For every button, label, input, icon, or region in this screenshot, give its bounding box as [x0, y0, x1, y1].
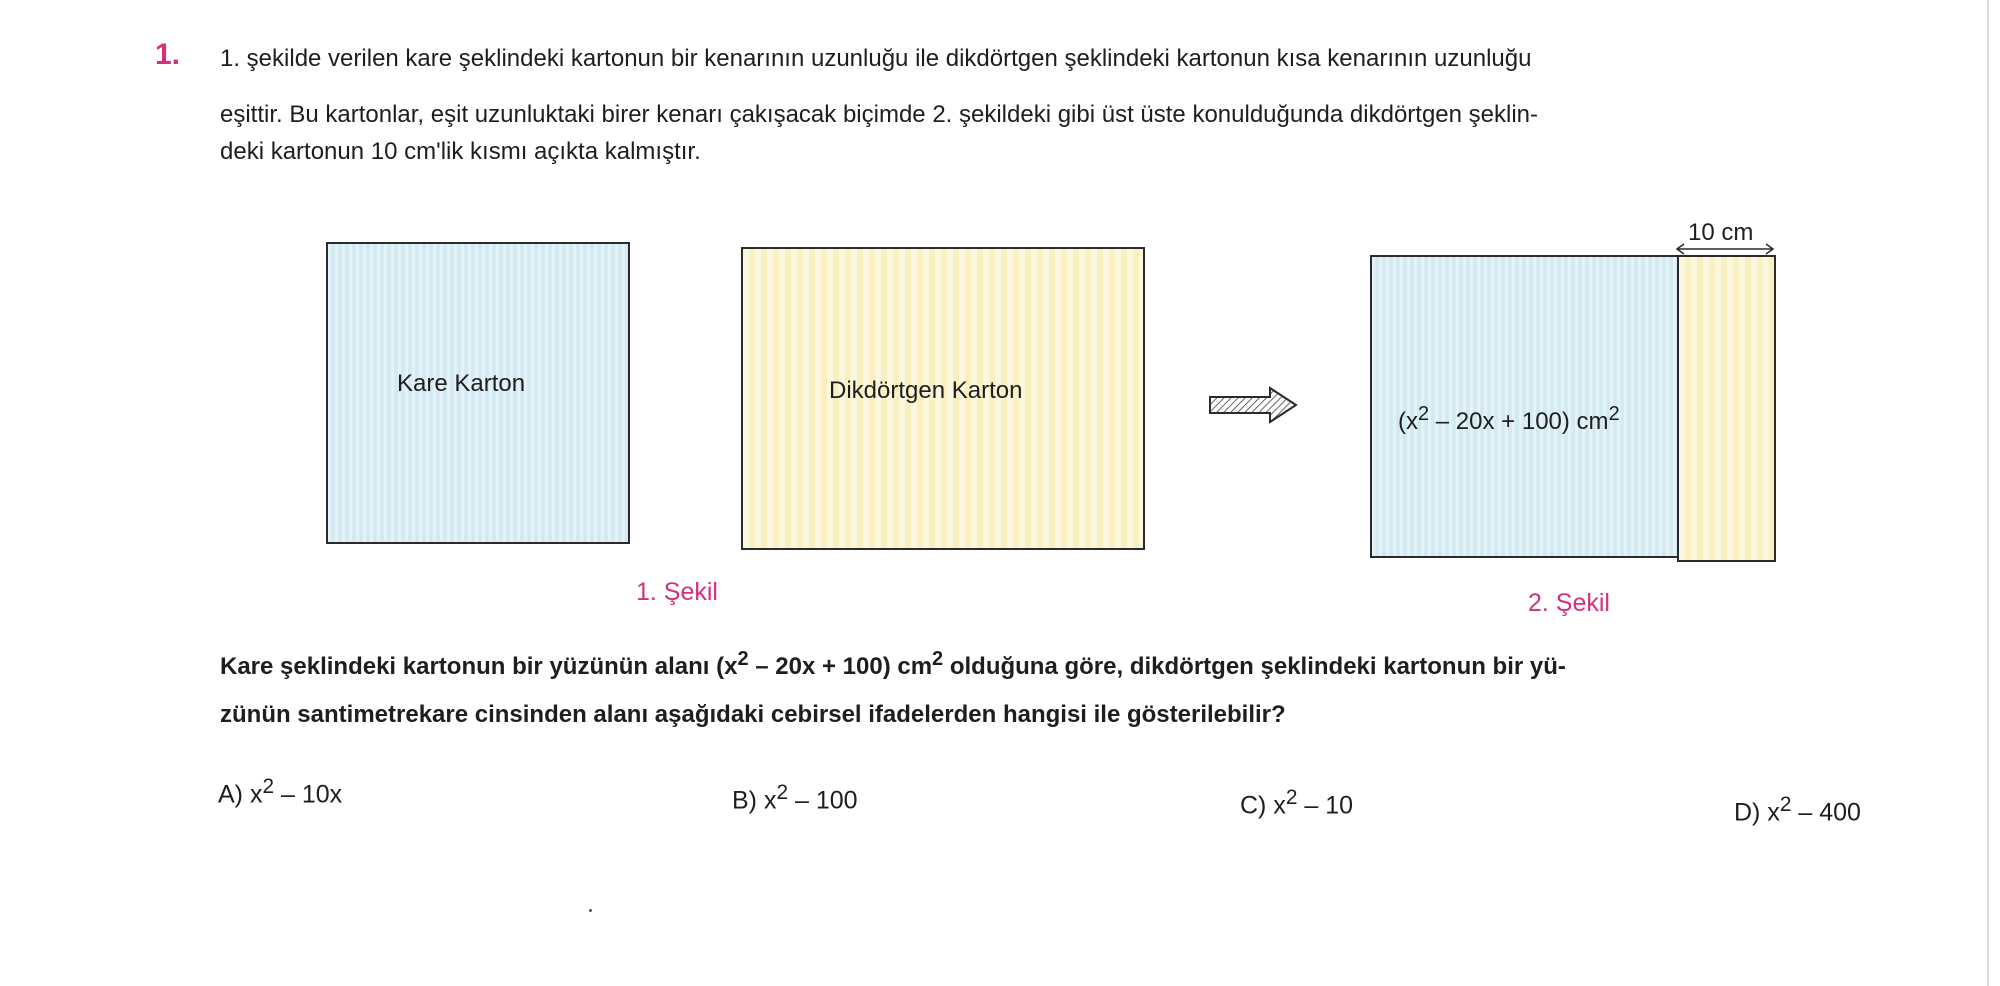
- option-letter: A): [218, 780, 243, 809]
- question-intro-line-2: eşittir. Bu kartonlar, eşit uzunluktaki birer kenarı çakışacak biçimde 2. şekildeki gibi üst üste konulduğunda dikdörtgen şeklin-: [220, 101, 1539, 128]
- option-exponent: 2: [262, 775, 275, 798]
- option-base: x: [1273, 791, 1286, 820]
- area-unit-exponent: 2: [1608, 403, 1620, 425]
- option-c[interactable]: [1240, 786, 1353, 820]
- prompt-part-3: olduğuna göre, dikdörtgen şeklindeki kartonun bir yü-: [943, 653, 1566, 680]
- double-arrow-icon: [1673, 242, 1777, 256]
- option-rest: – 10: [1297, 791, 1354, 820]
- question-intro-line-3: deki kartonun 10 cm'lik kısmı açıkta kalmıştır.: [220, 138, 701, 165]
- prompt-part-1: Kare şeklindeki kartonun bir yüzünün alanı (x: [220, 653, 738, 680]
- rectangle-card-label: Dikdörtgen Karton: [829, 377, 1023, 404]
- area-text-pre: (x: [1398, 408, 1418, 435]
- option-base: x: [249, 780, 263, 809]
- area-exponent: 2: [1418, 403, 1430, 425]
- option-letter: B): [732, 786, 757, 815]
- option-base: x: [1767, 798, 1780, 827]
- question-prompt-line-1: [220, 648, 1566, 681]
- option-b[interactable]: [732, 781, 858, 815]
- figure-2-caption: 2. Şekil: [1528, 589, 1610, 617]
- figure-1-caption: 1. Şekil: [636, 578, 718, 606]
- right-arrow-icon: [1208, 385, 1298, 425]
- option-exponent: 2: [776, 781, 789, 804]
- option-letter: C): [1240, 791, 1267, 820]
- area-text-mid: – 20x + 100) cm: [1429, 408, 1609, 435]
- option-d[interactable]: [1734, 793, 1861, 827]
- option-rest: – 100: [788, 786, 858, 815]
- option-base: x: [763, 786, 777, 815]
- prompt-part-2: – 20x + 100) cm: [748, 653, 933, 680]
- composite-exposed-strip: [1677, 255, 1776, 562]
- option-a[interactable]: [218, 775, 342, 809]
- option-rest: – 400: [1791, 798, 1861, 827]
- square-area-label: [1398, 403, 1620, 436]
- question-prompt-line-2: zünün santimetrekare cinsinden alanı aşağıdaki cebirsel ifadelerden hangisi ile gösterilebilir?: [220, 701, 1286, 728]
- square-card-label: Kare Karton: [397, 370, 526, 397]
- option-letter: D): [1734, 798, 1761, 827]
- question-number: 1.: [155, 38, 181, 71]
- option-exponent: 2: [1779, 793, 1792, 816]
- prompt-exponent-2: 2: [932, 648, 944, 670]
- stray-dot: [589, 909, 592, 912]
- dimension-label: 10 cm: [1688, 219, 1754, 246]
- prompt-exponent-1: 2: [737, 648, 749, 670]
- option-exponent: 2: [1285, 786, 1298, 809]
- question-intro-line-1: 1. şekilde verilen kare şeklindeki kartonun bir kenarının uzunluğu ile dikdörtgen şeklindeki kartonun kısa kenarının uzunluğu: [220, 45, 1532, 72]
- option-rest: – 10x: [274, 780, 343, 809]
